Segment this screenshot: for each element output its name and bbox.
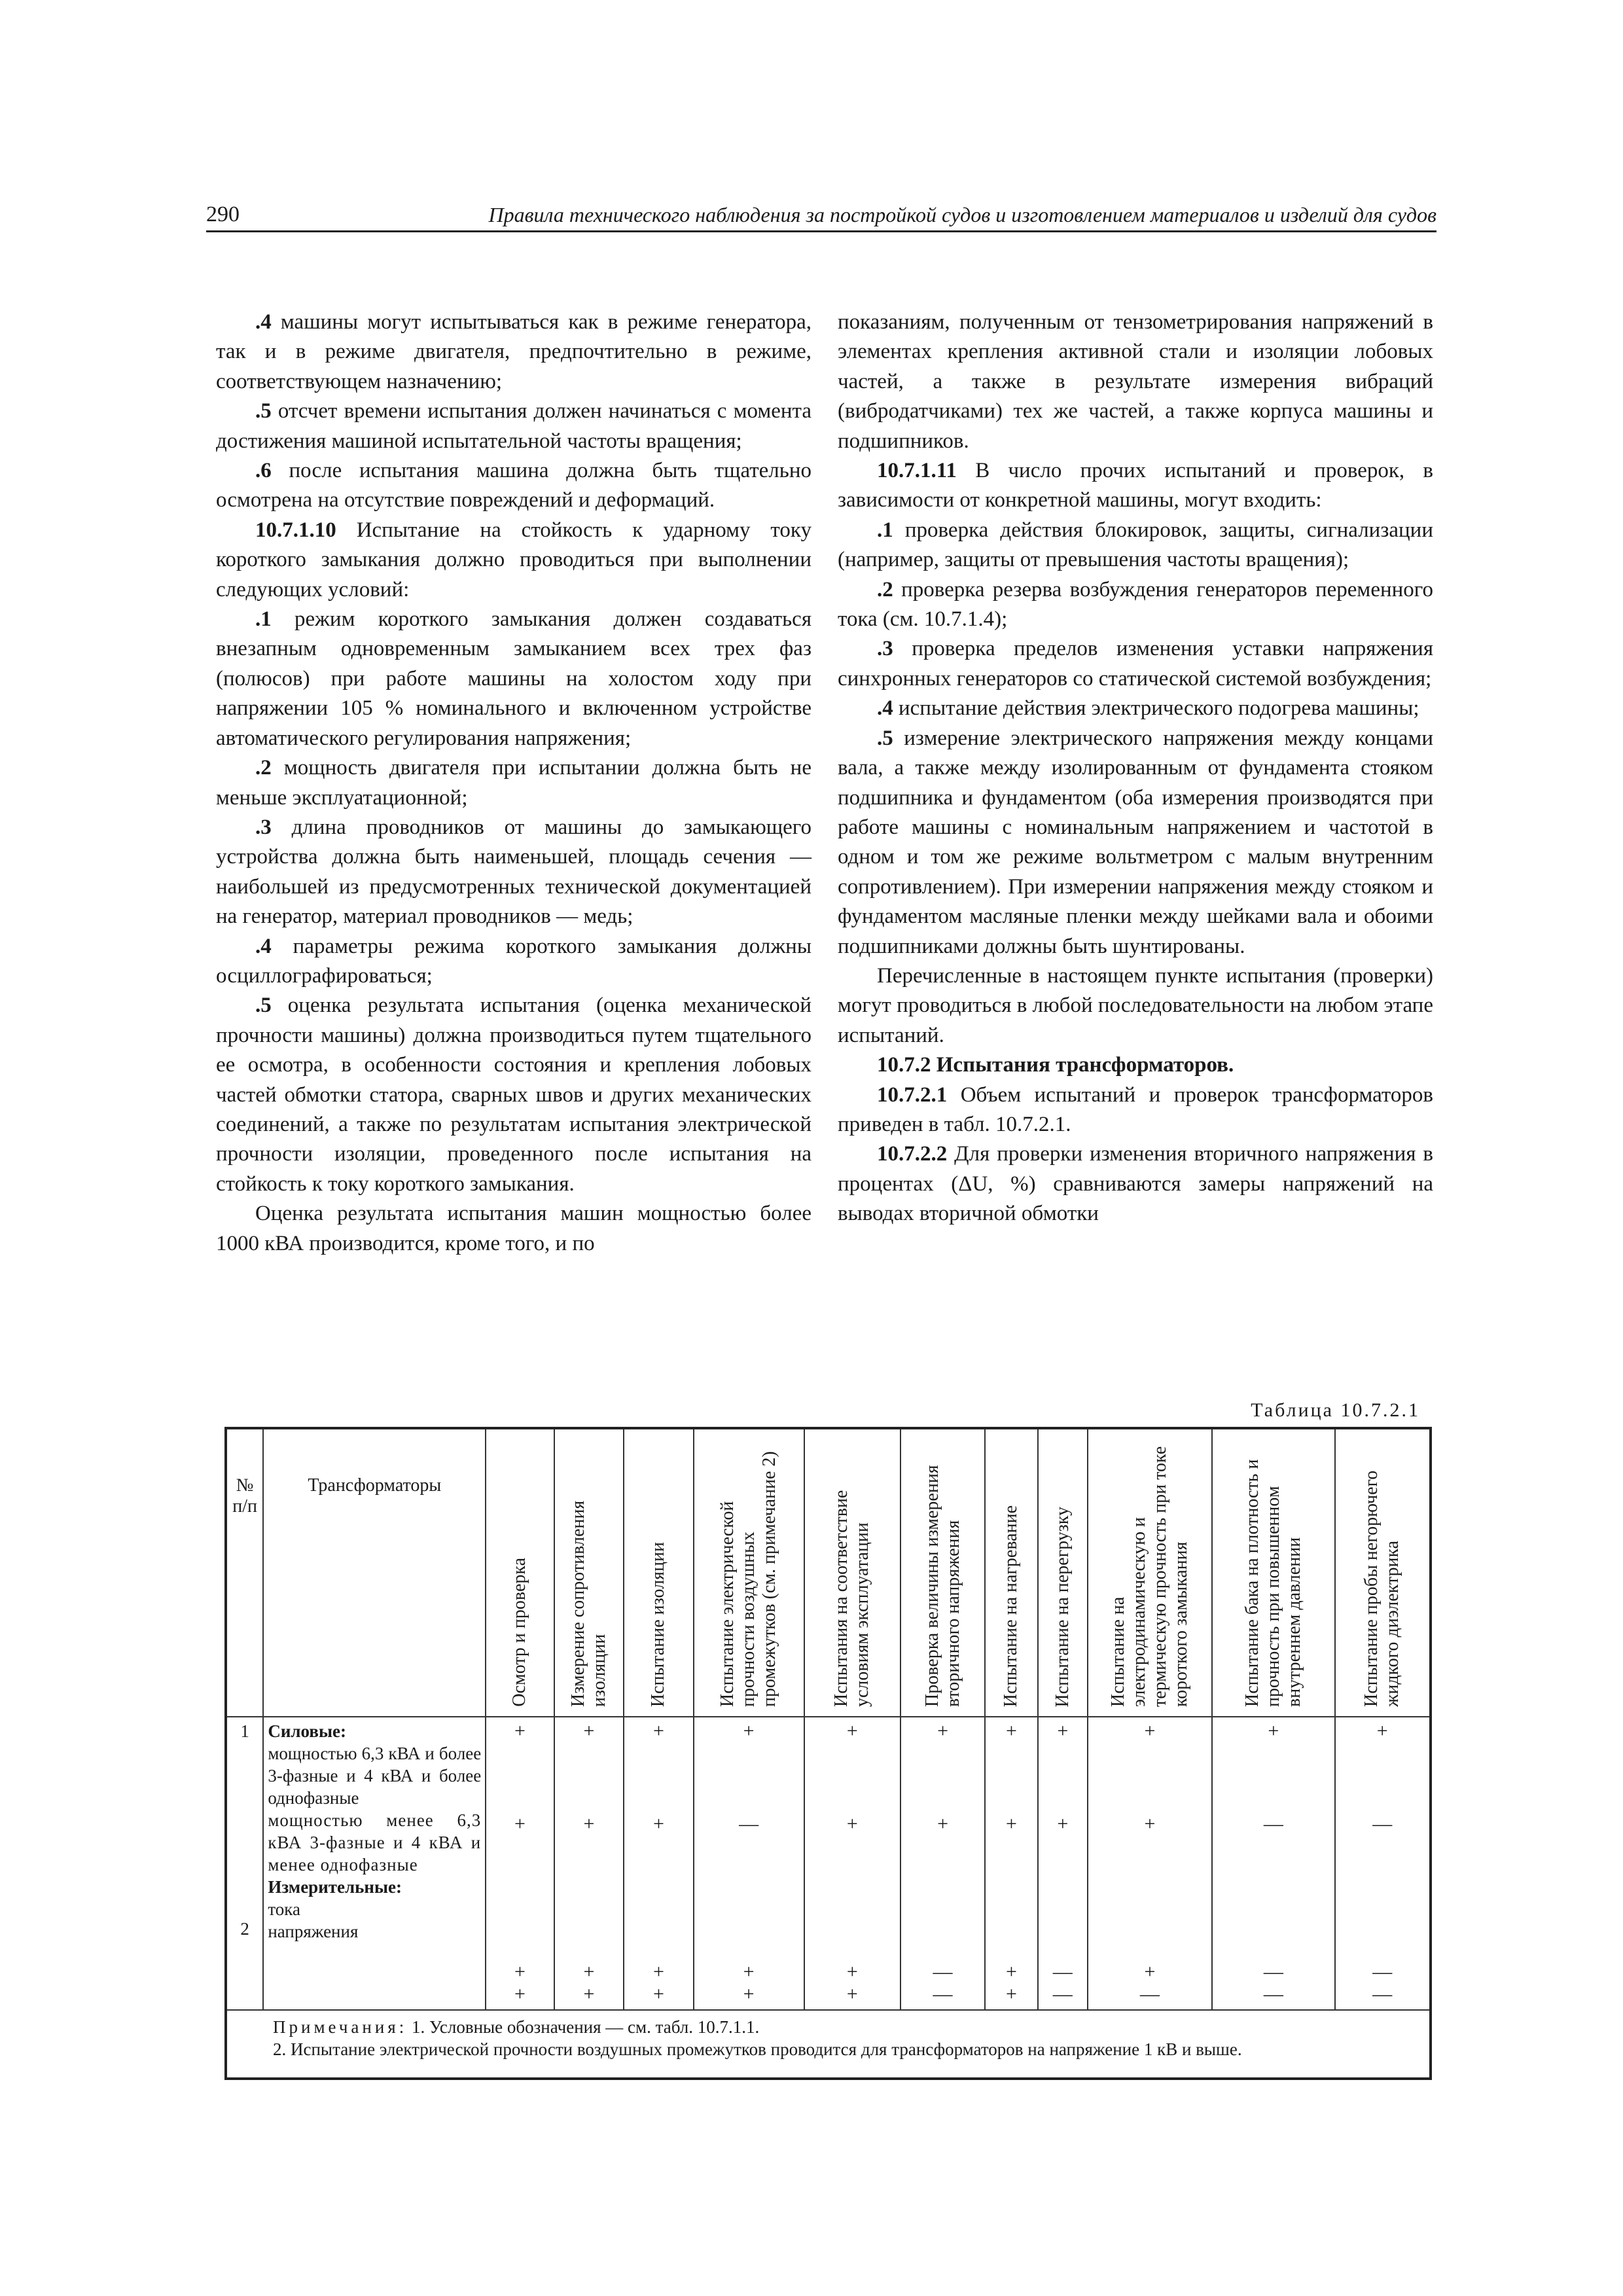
paragraph [216, 1199, 812, 1259]
mark-cell [624, 1717, 693, 2010]
test-mark: + [1006, 1813, 1017, 1835]
mark-cell [1212, 1717, 1334, 2010]
page-header [206, 202, 1436, 232]
row-name: мощностью менее 6,3 кВА 3-фазные и 4 кВА и менее однофазные [268, 1810, 482, 1874]
row-name: напряжения [268, 1922, 359, 1941]
transformer-tests-table [224, 1427, 1432, 2080]
paragraph-text: проверка пределов изменения уставки напряжения синхронных генераторов со статической системой возбуждения; [838, 637, 1433, 691]
group-title: Силовые: [268, 1721, 346, 1741]
paragraph-number: .2 [877, 577, 893, 601]
paragraph [216, 516, 812, 605]
test-mark: + [514, 1720, 526, 1742]
test-mark: + [1144, 1813, 1156, 1835]
paragraph-number: .4 [255, 310, 272, 334]
mark-cell [804, 1717, 901, 2010]
test-mark: — [1263, 1813, 1283, 1835]
page-number: 290 [206, 202, 240, 226]
paragraph-number: .4 [877, 696, 893, 721]
paragraph [216, 456, 812, 516]
mark-cell [1038, 1717, 1088, 2010]
test-header: Испытания на соответствие условиям эксплуатации [804, 1428, 901, 1717]
table-notes-row [226, 2010, 1431, 2079]
test-mark: — [1372, 1961, 1393, 1982]
col-name-header: Трансформаторы [263, 1428, 486, 1717]
paragraph-text: мощность двигателя при испытании должна быть не меньше эксплуатационной; [216, 756, 812, 810]
row-name: мощностью 6,3 кВА и более 3-фазные и 4 кВА и более однофазные [268, 1744, 482, 1808]
test-mark: + [937, 1720, 948, 1742]
paragraph-number: .5 [877, 726, 893, 750]
test-header: Испытание электрической прочности воздушных промежутков (см. примечание 2) [694, 1428, 804, 1717]
paragraph-text: Объем испытаний и проверок трансформаторов приведен в табл. 10.7.2.1. [838, 1083, 1433, 1136]
paragraph [838, 694, 1433, 723]
test-header: Проверка величины измерения вторичного напряжения [901, 1428, 985, 1717]
table-notes [226, 2010, 1431, 2079]
paragraph-number: .5 [255, 399, 272, 423]
name-cell [263, 1717, 486, 2010]
test-mark: — [1372, 1813, 1393, 1835]
test-mark: + [846, 1961, 858, 1982]
paragraph [838, 724, 1433, 961]
test-header: Испытание на электродинамическую и термическую прочность при токе короткого замыкания [1088, 1428, 1212, 1717]
mark-cell [985, 1717, 1038, 2010]
test-mark: + [1144, 1961, 1156, 1982]
paragraph [838, 1050, 1433, 1080]
paragraph-text: показаниям, полученным от тензометрирования напряжений в элементах крепления активной стали и изоляции лобовых частей, а также в результате измерения вибраций (вибродатчиками) тех же частей, а также корпуса машины и подшипников. [838, 310, 1433, 453]
mark-cell [486, 1717, 554, 2010]
test-mark: — [933, 1983, 953, 2005]
paragraph-number: .3 [255, 815, 272, 839]
paragraph [216, 753, 812, 813]
test-mark: + [743, 1983, 755, 2005]
test-mark: — [1263, 1983, 1283, 2005]
paragraph-text: измерение электрического напряжения между концами вала, а также между изолированным от фундамента стояком подшипника и фундаментом (оба измерения производятся при работе машины с номинальным напряжением и частотой в одном и том же режиме вольтметром с малым внутренним сопротивлением). При измерении напряжения между стояком и фундаментом масляные пленки между шейками вала и обоими подшипниками должны быть шунтированы. [838, 726, 1433, 958]
paragraph [216, 991, 812, 1199]
test-mark: — [739, 1813, 759, 1835]
paragraph-text: после испытания машина должна быть тщательно осмотрена на отсутствие повреждений и деформаций. [216, 459, 812, 512]
test-mark: + [652, 1961, 664, 1982]
paragraph-number: 10.7.2.1 [877, 1083, 948, 1107]
paragraph [838, 961, 1433, 1050]
test-mark: + [652, 1813, 664, 1835]
paragraph [216, 308, 812, 397]
test-mark: + [652, 1983, 664, 2005]
paragraph-text: оценка результата испытания (оценка механической прочности машины) должна производиться путем тщательного ее осмотра, в особенности состояния и крепления лобовых частей обмотки статора, сварных швов и других механических соединений, а также по результатам испытания электрической прочности изоляции, проведенного после испытания на стойкость к току короткого замыкания. [216, 994, 812, 1196]
paragraph [216, 932, 812, 992]
test-mark: — [1372, 1983, 1393, 2005]
num-cell: 1 2 [226, 1717, 263, 2010]
table-body-row [226, 1717, 1431, 2010]
test-mark: + [1006, 1961, 1017, 1982]
paragraph-number: .2 [255, 756, 272, 780]
paragraph-text: машины могут испытываться как в режиме генератора, так и в режиме двигателя, предпочтительно в режиме, соответствующем назначению; [216, 310, 812, 393]
mark-cell [694, 1717, 804, 2010]
paragraph [838, 575, 1433, 635]
test-mark: + [583, 1983, 595, 2005]
test-mark: + [1057, 1720, 1069, 1742]
test-header: Осмотр и проверка [486, 1428, 554, 1717]
paragraph [838, 456, 1433, 516]
row-name: тока [268, 1899, 300, 1919]
test-header: Испытание на перегрузку [1038, 1428, 1088, 1717]
test-mark: + [514, 1983, 526, 2005]
paragraph [838, 308, 1433, 456]
paragraph [838, 634, 1433, 694]
test-header: Испытание бака на плотность и прочность при повышенном внутреннем давлении [1212, 1428, 1334, 1717]
test-mark: + [846, 1983, 858, 2005]
test-mark: — [1263, 1961, 1283, 1982]
table-header-row [226, 1428, 1431, 1717]
paragraph [216, 605, 812, 753]
paragraph-number: 10.7.2.2 [877, 1142, 948, 1166]
paragraph-text: Испытание на стойкость к ударному току короткого замыкания должно проводиться при выполнении следующих условий: [216, 518, 812, 601]
paragraph [838, 516, 1433, 575]
mark-cell [1088, 1717, 1212, 2010]
test-mark: + [1144, 1720, 1156, 1742]
test-header: Измерение сопротивления изоляции [554, 1428, 624, 1717]
test-mark: — [1052, 1983, 1073, 2005]
paragraph-number: .1 [255, 607, 272, 632]
paragraph-number: .3 [877, 637, 893, 661]
col-num-header: № п/п [226, 1428, 263, 1717]
paragraph-number: 10.7.1.10 [255, 518, 336, 542]
paragraph-number: .6 [255, 459, 272, 483]
paragraph-number: .5 [255, 994, 272, 1018]
paragraph-text: Перечисленные в настоящем пункте испытания (проверки) могут проводиться в любой последовательности на любом этапе испытаний. [838, 963, 1433, 1047]
paragraph-text: Для проверки изменения вторичного напряжения в процентах (ΔU, %) сравниваются замеры напряжений на выводах вторичной обмотки [838, 1142, 1433, 1226]
test-mark: + [743, 1720, 755, 1742]
note-1: 1. Условные обозначения — см. табл. 10.7.1.1. [407, 2017, 760, 2037]
test-mark: — [1139, 1983, 1160, 2005]
test-mark: + [846, 1720, 858, 1742]
test-mark: + [937, 1813, 948, 1835]
paragraph-number: .4 [255, 934, 272, 958]
test-mark: + [743, 1961, 755, 1982]
table-caption: Таблица 10.7.2.1 [1251, 1399, 1420, 1421]
group-title: Измерительные: [268, 1877, 402, 1897]
paragraph-text: испытание действия электрического подогрева машины; [893, 696, 1419, 721]
test-mark: + [1376, 1720, 1388, 1742]
test-mark: — [933, 1961, 953, 1982]
paragraph [216, 813, 812, 932]
paragraph-text: длина проводников от машины до замыкающего устройства должна быть наименьшей, площадь сечения — наибольшей из предусмотренных технической документацией на генератор, материал проводников — медь; [216, 815, 812, 929]
paragraph-text: проверка действия блокировок, защиты, сигнализации (например, защиты от превышения частоты вращения); [838, 518, 1433, 572]
test-mark: + [1057, 1813, 1069, 1835]
paragraph-number: 10.7.2 Испытания трансформаторов. [877, 1053, 1234, 1077]
running-title: Правила технического наблюдения за постройкой судов и изготовлением материалов и изделий для судов [488, 203, 1436, 226]
test-mark: + [652, 1720, 664, 1742]
test-mark: + [583, 1720, 595, 1742]
mark-cell [554, 1717, 624, 2010]
right-column [838, 308, 1433, 1229]
paragraph-text: В число прочих испытаний и проверок, в зависимости от конкретной машины, могут входить: [838, 459, 1433, 512]
paragraph [838, 1081, 1433, 1140]
test-mark: + [514, 1813, 526, 1835]
test-mark: + [1006, 1720, 1017, 1742]
paragraph-text: проверка резерва возбуждения генераторов переменного тока (см. 10.7.1.4); [838, 577, 1433, 632]
paragraph [216, 397, 812, 456]
note-2: 2. Испытание электрической прочности воздушных промежутков проводится для трансформаторов на напряжение 1 кВ и выше. [273, 2039, 1242, 2060]
test-mark: — [1052, 1961, 1073, 1982]
paragraph [838, 1139, 1433, 1229]
test-mark: + [583, 1961, 595, 1982]
test-header: Испытание изоляции [624, 1428, 693, 1717]
paragraph-text: режим короткого замыкания должен создаваться внезапным одновременным замыканием всех трех фаз (полюсов) при работе машины на холостом ходу при напряжении 105 % номинального и включенном устройстве автоматического регулирования напряжения; [216, 607, 812, 750]
test-mark: + [514, 1961, 526, 1982]
test-header: Испытание пробы негорючего жидкого диэлектрика [1335, 1428, 1431, 1717]
paragraph-text: параметры режима короткого замыкания должны осциллографироваться; [216, 934, 812, 988]
mark-cell [1335, 1717, 1431, 2010]
test-mark: + [1006, 1983, 1017, 2005]
paragraph-number: .1 [877, 518, 893, 542]
test-mark: + [583, 1813, 595, 1835]
test-mark: + [1268, 1720, 1279, 1742]
test-header: Испытание на нагревание [985, 1428, 1038, 1717]
left-column [216, 308, 812, 1259]
notes-label: Примечания: [273, 2017, 408, 2037]
mark-cell [901, 1717, 985, 2010]
paragraph-number: 10.7.1.11 [877, 459, 957, 483]
paragraph-text: Оценка результата испытания машин мощностью более 1000 кВА производится, кроме того, и по [216, 1202, 812, 1255]
test-mark: + [846, 1813, 858, 1835]
paragraph-text: отсчет времени испытания должен начинаться с момента достижения машиной испытательной частоты вращения; [216, 399, 812, 453]
